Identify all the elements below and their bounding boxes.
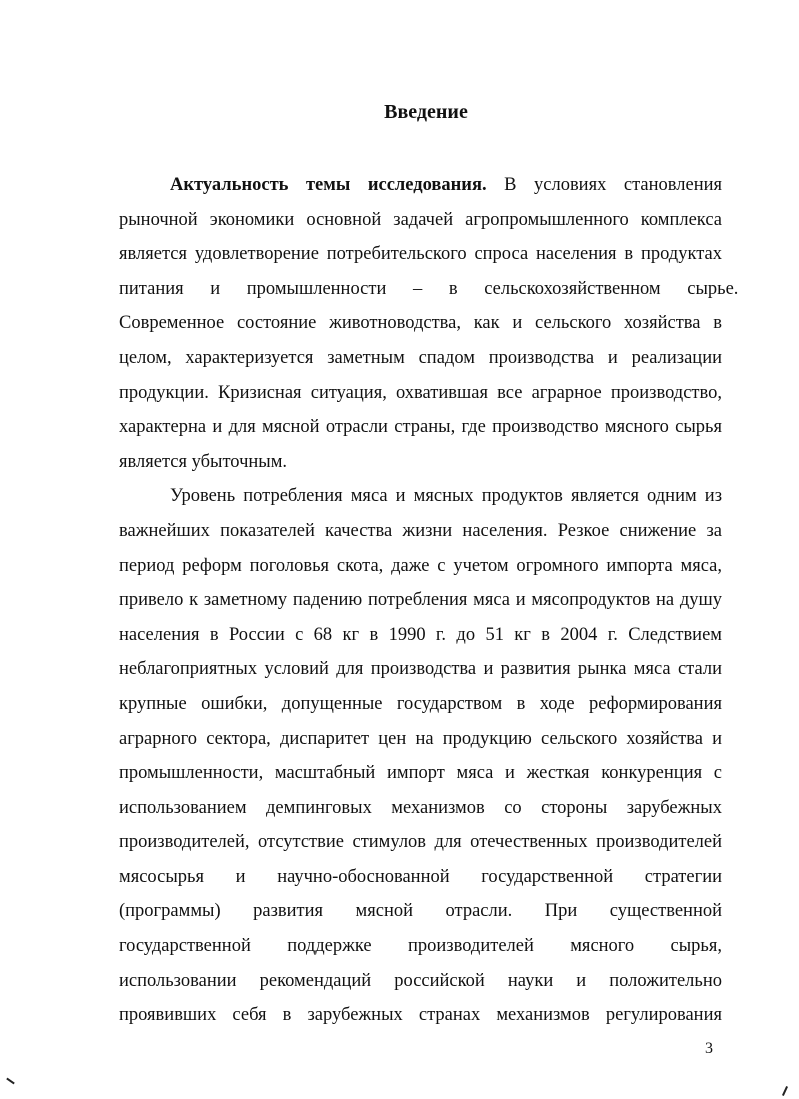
paragraph-2-line-12: мясосырья и научно-обоснованной государственной стратегии: [119, 866, 722, 887]
paragraph-1-line-3: является удовлетворение потребительского спроса населения в продуктах: [119, 244, 722, 265]
document-body: [119, 168, 739, 1033]
paragraph-2-line-1: Уровень потребления мяса и мясных продуктов является одним из: [170, 486, 722, 507]
scan-artifact-mark: [782, 1086, 788, 1096]
paragraph-2-line-3: период реформ поголовья скота, даже с учетом огромного импорта мяса,: [119, 555, 722, 576]
paragraph-1-line-5: Современное состояние животноводства, как и сельского хозяйства в: [119, 313, 722, 334]
paragraph-2-line-15: использовании рекомендаций российской науки и положительно: [119, 970, 722, 991]
paragraph-1: [119, 168, 739, 479]
paragraph-2-line-8: аграрного сектора, диспаритет цен на продукцию сельского хозяйства и: [119, 728, 722, 749]
paragraph-1-line-4: питания и промышленности – в сельскохозяйственном сырье.: [119, 278, 739, 299]
paragraph-1-line-1-text: В условиях становления: [504, 175, 723, 195]
scan-artifact-mark: [6, 1078, 15, 1085]
paragraph-1-line-6: целом, характеризуется заметным спадом производства и реализации: [119, 347, 722, 368]
paragraph-2-line-9: промышленности, масштабный импорт мяса и жесткая конкуренция с: [119, 763, 722, 784]
page-number: 3: [705, 1040, 713, 1057]
paragraph-1-line-1: [119, 168, 722, 203]
paragraph-1-line-8: характерна и для мясной отрасли страны, где производство мясного сырья: [119, 417, 722, 438]
paragraph-2-line-6: неблагоприятных условий для производства и развития рынка мяса стали: [119, 659, 722, 680]
paragraph-1-line-9: является убыточным.: [119, 451, 288, 472]
page-title: Введение: [384, 101, 468, 123]
paragraph-2-line-5: населения в России с 68 кг в 1990 г. до 51 кг в 2004 г. Следствием: [119, 624, 722, 645]
paragraph-2-line-14: государственной поддержке производителей мясного сырья,: [119, 936, 722, 957]
paragraph-1-line-2: рыночной экономики основной задачей агропромышленного комплекса: [119, 209, 722, 230]
paragraph-2-line-4: привело к заметному падению потребления мяса и мясопродуктов на душу: [119, 590, 722, 611]
paragraph-2: [119, 479, 722, 1033]
paragraph-2-line-2: важнейших показателей качества жизни населения. Резкое снижение за: [119, 520, 722, 541]
paragraph-1-lead: Актуальность темы исследования.: [170, 175, 487, 195]
paragraph-2-line-16: проявивших себя в зарубежных странах механизмов регулирования: [119, 1005, 722, 1026]
paragraph-2-line-10: использованием демпинговых механизмов со стороны зарубежных: [119, 797, 722, 818]
paragraph-2-line-11: производителей, отсутствие стимулов для отечественных производителей: [119, 832, 722, 853]
paragraph-1-line-7: продукции. Кризисная ситуация, охватившая все аграрное производство,: [119, 382, 722, 403]
paragraph-2-line-7: крупные ошибки, допущенные государством в ходе реформирования: [119, 693, 722, 714]
paragraph-2-line-13: (программы) развития мясной отрасли. При существенной: [119, 901, 722, 922]
